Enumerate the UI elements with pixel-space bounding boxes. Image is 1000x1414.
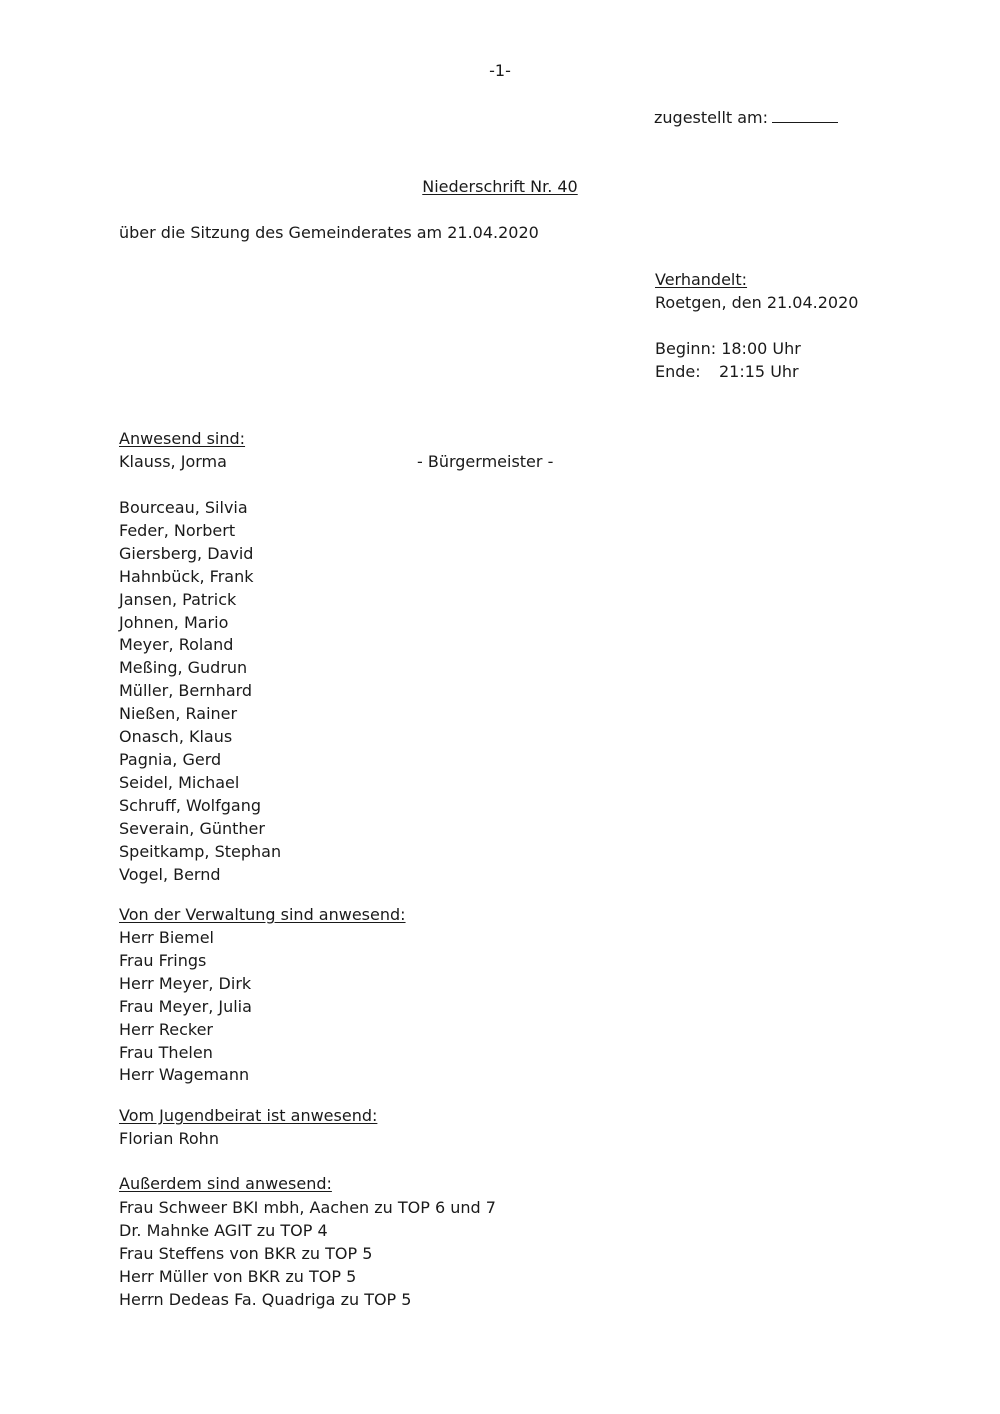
others-list: [119, 1197, 496, 1312]
list-item: Meyer, Roland: [119, 635, 234, 655]
list-item: Herr Recker: [119, 1019, 213, 1039]
list-item: Onasch, Klaus: [119, 727, 233, 747]
end-row: [655, 360, 858, 383]
end-label: Ende:: [655, 362, 701, 381]
list-item: Meßing, Gudrun: [119, 658, 248, 678]
begin-time: 18:00 Uhr: [721, 339, 801, 358]
page-number: -1-: [489, 61, 511, 80]
list-item: Frau Schweer BKI mbh, Aachen zu TOP 6 und 7: [119, 1198, 496, 1217]
list-item: Herr Meyer, Dirk: [119, 973, 252, 993]
list-item: Jansen, Patrick: [119, 589, 237, 609]
administration-heading: Von der Verwaltung sind anwesend:: [119, 905, 406, 924]
administration-list: [119, 927, 252, 1087]
list-item: Herr Wagemann: [119, 1065, 250, 1085]
mayor-name: Klauss, Jorma: [119, 452, 227, 471]
list-item: Florian Rohn: [119, 1129, 219, 1148]
document-subtitle: über die Sitzung des Gemeinderates am 21.04.2020: [119, 223, 539, 242]
mayor-role: - Bürgermeister -: [417, 452, 554, 471]
youth-council-heading: Vom Jugendbeirat ist anwesend:: [119, 1106, 378, 1125]
present-heading: Anwesend sind:: [119, 429, 246, 448]
list-item: Severain, Günther: [119, 818, 265, 838]
begin-label: Beginn:: [655, 339, 717, 358]
delivered-label: zugestellt am:: [654, 108, 769, 127]
document-title: Niederschrift Nr. 40: [422, 177, 578, 196]
list-item: Giersberg, David: [119, 543, 254, 563]
list-item: Schruff, Wolfgang: [119, 795, 262, 815]
end-time: 21:15 Uhr: [719, 362, 799, 381]
list-item: Nießen, Rainer: [119, 704, 238, 724]
youth-council-list: [119, 1128, 219, 1151]
list-item: Bourceau, Silvia: [119, 498, 248, 517]
council-members-list: [119, 497, 281, 886]
list-item: Frau Frings: [119, 950, 207, 970]
list-item: Müller, Bernhard: [119, 681, 253, 701]
negotiated-place-date: Roetgen, den 21.04.2020: [655, 293, 859, 312]
begin-row: [655, 337, 858, 360]
list-item: Herr Biemel: [119, 928, 214, 947]
others-heading: Außerdem sind anwesend:: [119, 1174, 332, 1193]
list-item: Dr. Mahnke AGIT zu TOP 4: [119, 1220, 328, 1240]
list-item: Speitkamp, Stephan: [119, 841, 282, 861]
negotiated-label: Verhandelt:: [655, 270, 748, 289]
list-item: Feder, Norbert: [119, 520, 236, 540]
list-item: Frau Meyer, Julia: [119, 996, 252, 1016]
delivered-blank-line: [772, 108, 838, 123]
list-item: Seidel, Michael: [119, 772, 240, 792]
list-item: Frau Steffens von BKR zu TOP 5: [119, 1243, 373, 1263]
list-item: Pagnia, Gerd: [119, 749, 222, 769]
list-item: Frau Thelen: [119, 1042, 213, 1062]
negotiated-block: [655, 268, 858, 383]
list-item: Hahnbück, Frank: [119, 566, 254, 586]
delivered-field: [654, 108, 838, 127]
list-item: Vogel, Bernd: [119, 864, 221, 884]
list-item: Herr Müller von BKR zu TOP 5: [119, 1266, 357, 1286]
list-item: Johnen, Mario: [119, 612, 229, 632]
list-item: Herrn Dedeas Fa. Quadriga zu TOP 5: [119, 1289, 412, 1309]
